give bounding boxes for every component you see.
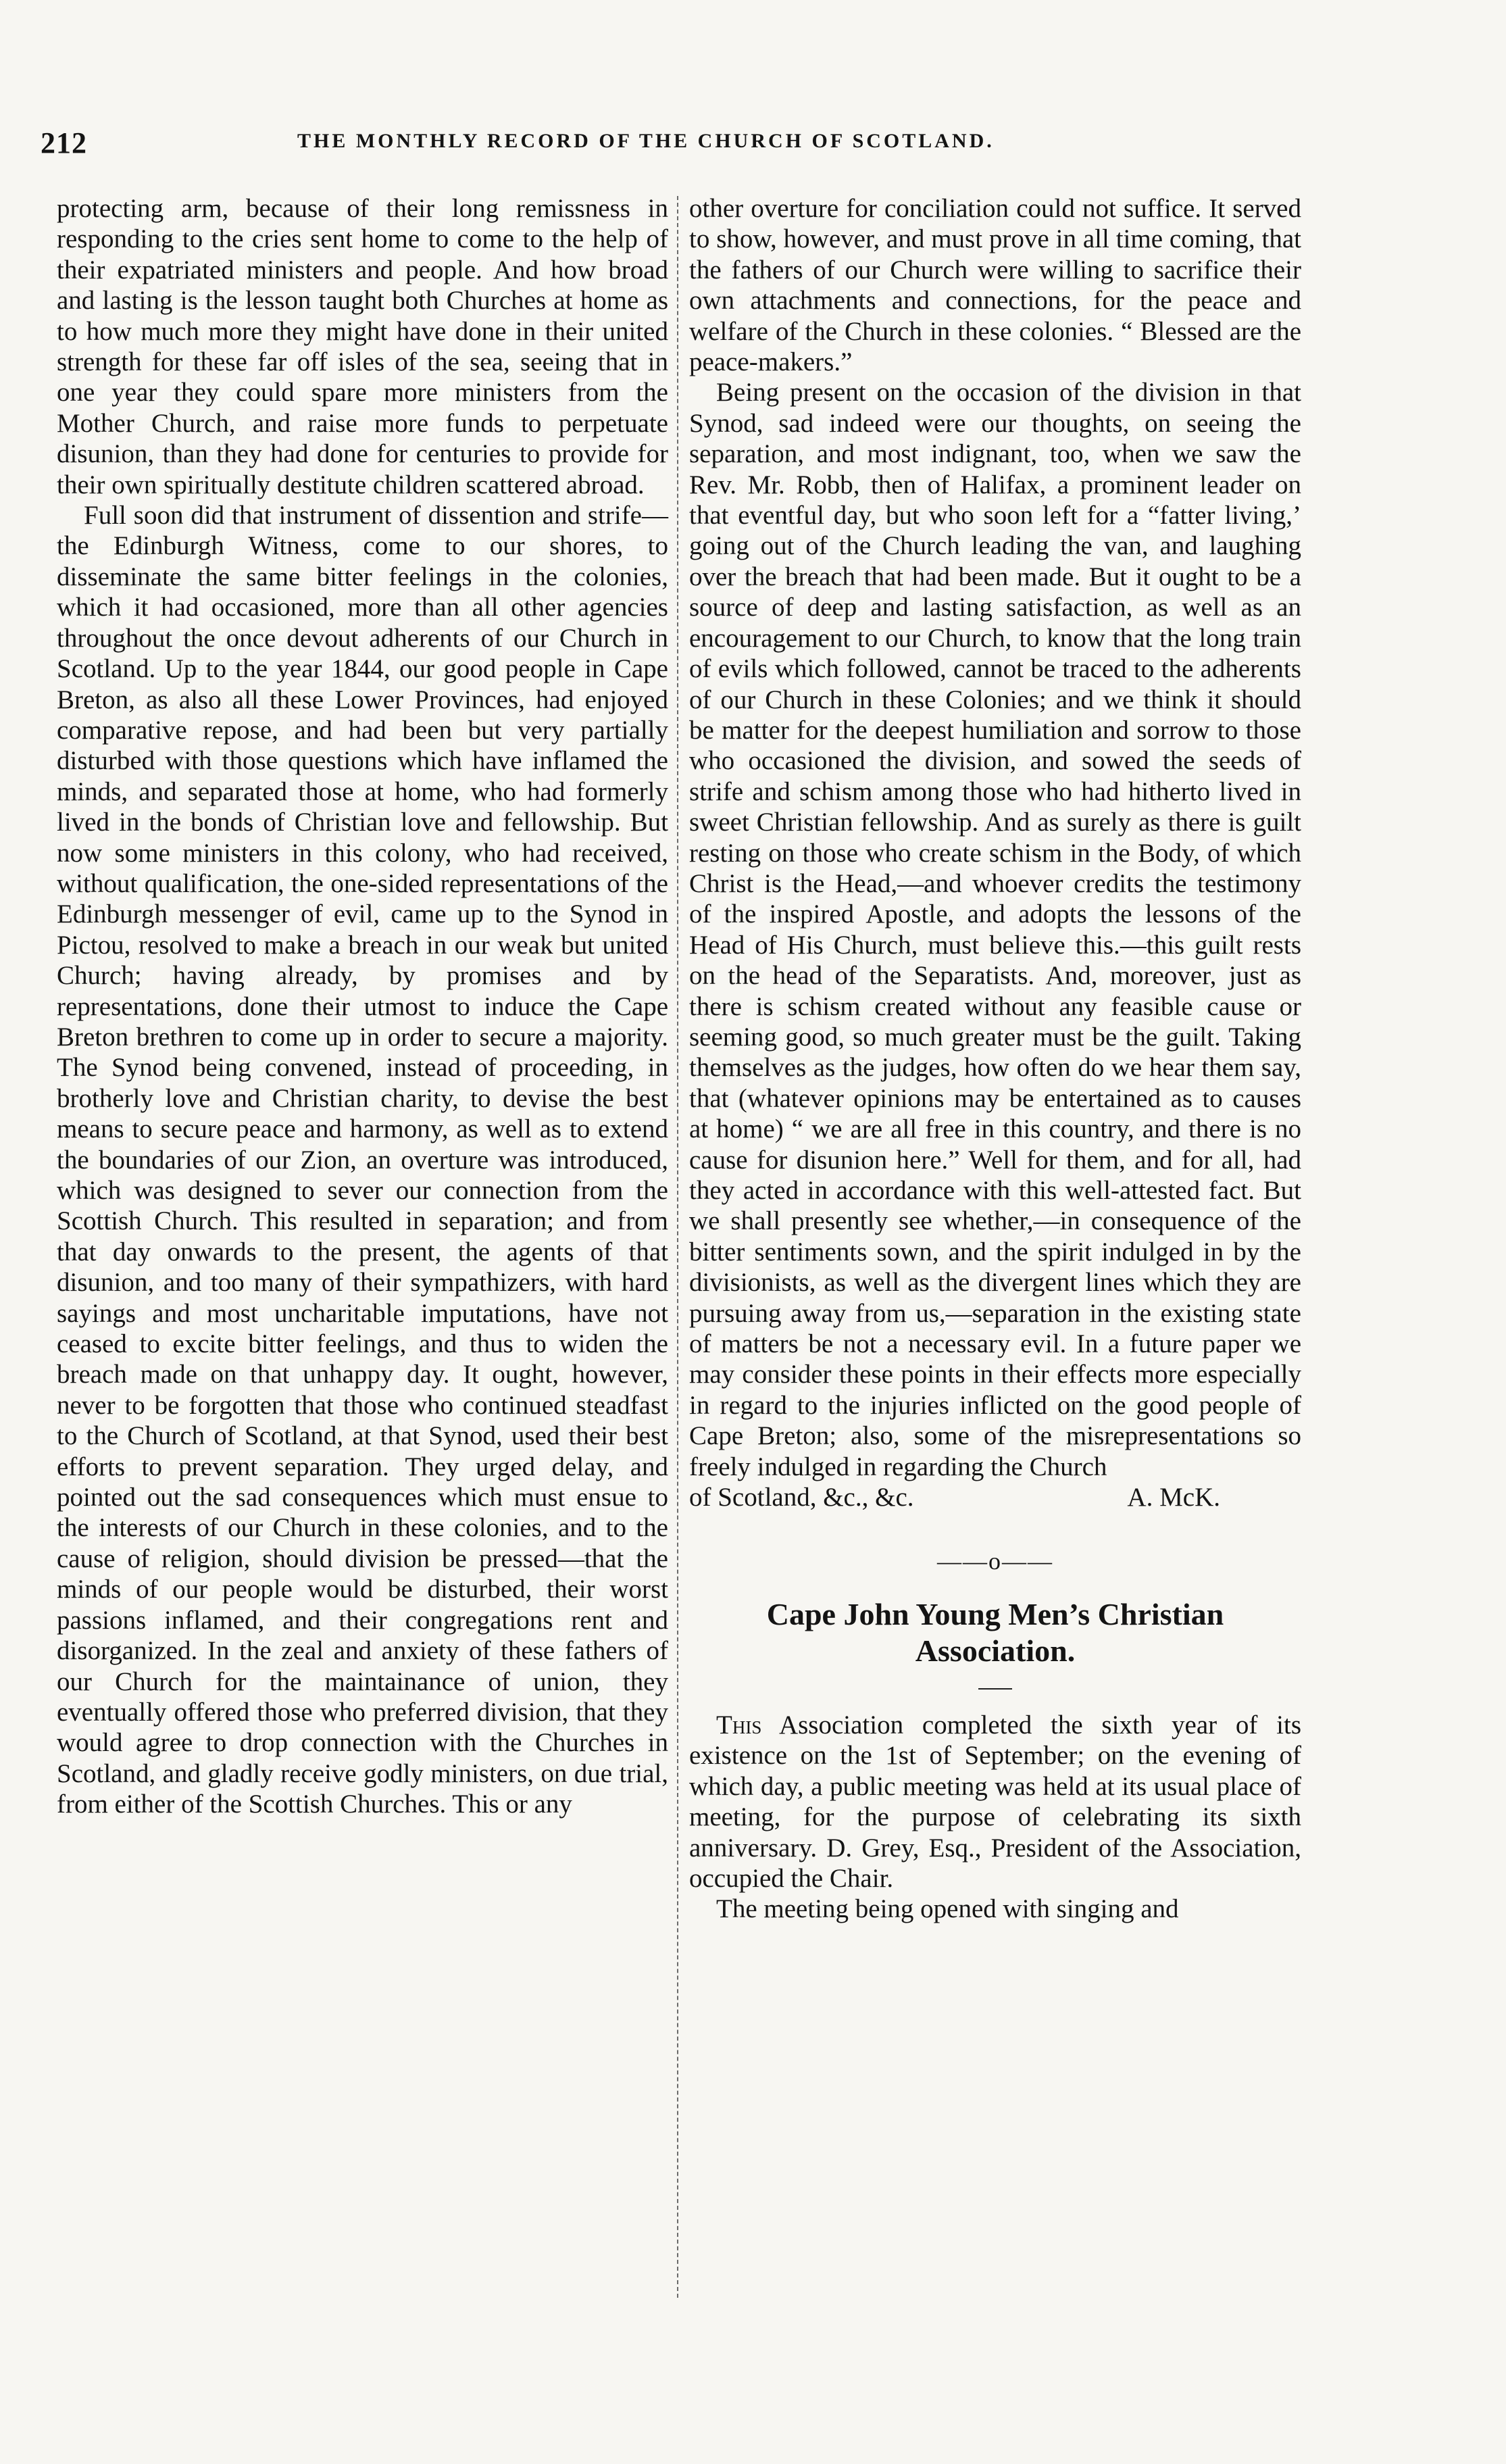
left-paragraph-edinburgh-witness: Full soon did that instrument of dissention and strife—the Edinburgh Witness, come to our shores, to disseminate the same bitter feelings in the colonies, which it had occasioned, more than all other agencies throughout the once devout adherents of our Church in Scotland. Up to the year 1844, our good people in Cape Breton, as also all these Lower Provinces, had enjoyed comparative repose, and had been but very partially disturbed with those questions which have inflamed the minds, and separated those at home, who had formerly lived in the bonds of Christian love and fellowship. But now some ministers in this colony, who had received, without qualification, the one-sided representations of the Edinburgh messenger of evil, came up to the Synod in Pictou, resolved to make a breach in our weak but united Church; having already, by promises and by representations, done their utmost to induce the Cape Breton brethren to come up in order to secure a majority. The Synod being convened, instead of proceeding, in brotherly love and Christian charity, to devise the best means to secure peace and harmony, as well as to extend the boundaries of our Zion, an overture was introduced, which was designed to sever our connection from the Scottish Church. This resulted in separation; and from that day onwards to the present, the agents of that disunion, and too many of their sympathizers, with hard sayings and most uncharitable imputations, have not ceased to excite bitter feelings, and thus to widen the breach made on that unhappy day. It ought, however, never to be forgotten that those who continued steadfast to the Church of Scotland, at that Synod, used their best efforts to prevent separation. They urged delay, and pointed out the sad consequences which must ensue to the interests of our Church in these colonies, and to the cause of religion, should division be pressed—that the minds of our people would be disturbed, their worst passions inflamed, and their congregations rent and disorganized. In the zeal and anxiety of these fathers of our Church for the maintainance of union, they eventually offered those who preferred division, that they would agree to drop connection with the Churches in Scotland, and gladly receive godly ministers, on due trial, from either of the Scottish Churches. This or any: [57, 501, 668, 1819]
right-paragraph-continued: other overture for conciliation could not suffice. It served to show, however, and must prove in all time coming, that the fathers of our Church were willing to sacrifice their own attachments and connections, for the peace and welfare of the Church in these colonies. “ Blessed are the peace-makers.”: [689, 194, 1301, 377]
column-divider: [677, 196, 678, 2298]
association-paragraph-lead-word: This: [716, 1710, 762, 1740]
left-column: [57, 193, 668, 1820]
running-head: THE MONTHLY RECORD OF THE CHURCH OF SCOTLAND.: [297, 130, 995, 152]
title-rule: [978, 1688, 1012, 1690]
association-paragraph: [689, 1710, 1301, 1894]
author-signature: A. McK.: [1127, 1483, 1220, 1512]
right-paragraph-synod-division: Being present on the occasion of the division in that Synod, sad indeed were our thoughts, on seeing the separation, and most indignant, too, when we saw the Rev. Mr. Robb, then of Halifax, a prominent leader on that eventful day, but who soon left for a “fatter living,’ going out of the Church leading the van, and laughing over the breach that had been made. But it ought to be a source of deep and lasting satisfaction, as well as an encouragement to our Church, to know that the long train of evils which followed, cannot be traced to the adherents of our Church in these Colonies; and we think it should be matter for the deepest humiliation and sorrow to those who occasioned the division, and sowed the seeds of strife and schism among those who had hitherto lived in sweet Christian fellowship. And as surely as there is guilt resting on those who create schism in the Body, of which Christ is the Head,—and whoever credits the testimony of the inspired Apostle, and adopts the lessons of the Head of His Church, must believe this.—this guilt rests on the head of the Separatists. And, moreover, just as there is schism created without any feasible cause or seeming good, so much greater must be the guilt. Taking themselves as the judges, how often do we hear them say, that (whatever opinions may be entertained as to causes at home) “ we are all free in this country, and there is no cause for disunion here.” Well for them, and for all, had they acted in accordance with this well-attested fact. But we shall presently see whether,—in consequence of the bitter sentiments sown, and the spirit indulged in by the divisionists, as well as the divergent lines which they are pursuing away from us,—separation in the existing state of matters be not a necessary evil. In a future paper we may consider these points in their effects more especially in regard to the injuries inflicted on the good people of Cape Breton; also, some of the misrepresentations so freely indulged in regarding the Church: [689, 378, 1301, 1481]
article-closing-line: [689, 1482, 1301, 1512]
page-number: 212: [41, 126, 87, 159]
association-paragraph-text: Association completed the sixth year of its existence on the 1st of September; on the evening of which day, a public meeting was held at its usual place of meeting, for the purpose of celebrating its sixth anniversary. D. Grey, Esq., President of the Association, occupied the Chair.: [689, 1710, 1301, 1893]
page-header: [41, 126, 1345, 166]
left-paragraph-continued: protecting arm, because of their long remissness in responding to the cries sent home to come to the help of their expatriated ministers and people. And how broad and lasting is the lesson taught both Churches at home as to how much more they might have done in their united strength for these far off isles of the sea, seeing that in one year they could spare more ministers from the Mother Church, and raise more funds to perpetuate disunion, than they had done for centuries to provide for their own spiritually destitute children scattered abroad.: [57, 194, 668, 499]
section-title-line-1: Cape John Young Men’s Christian: [766, 1596, 1224, 1631]
section-ornament: ——o——: [937, 1548, 1053, 1575]
right-column: [689, 193, 1301, 1925]
article-closing-text: of Scotland, &c., &c.: [689, 1483, 914, 1512]
section-title-line-2: Association.: [915, 1633, 1076, 1668]
meeting-paragraph: The meeting being opened with singing and: [716, 1894, 1179, 1924]
